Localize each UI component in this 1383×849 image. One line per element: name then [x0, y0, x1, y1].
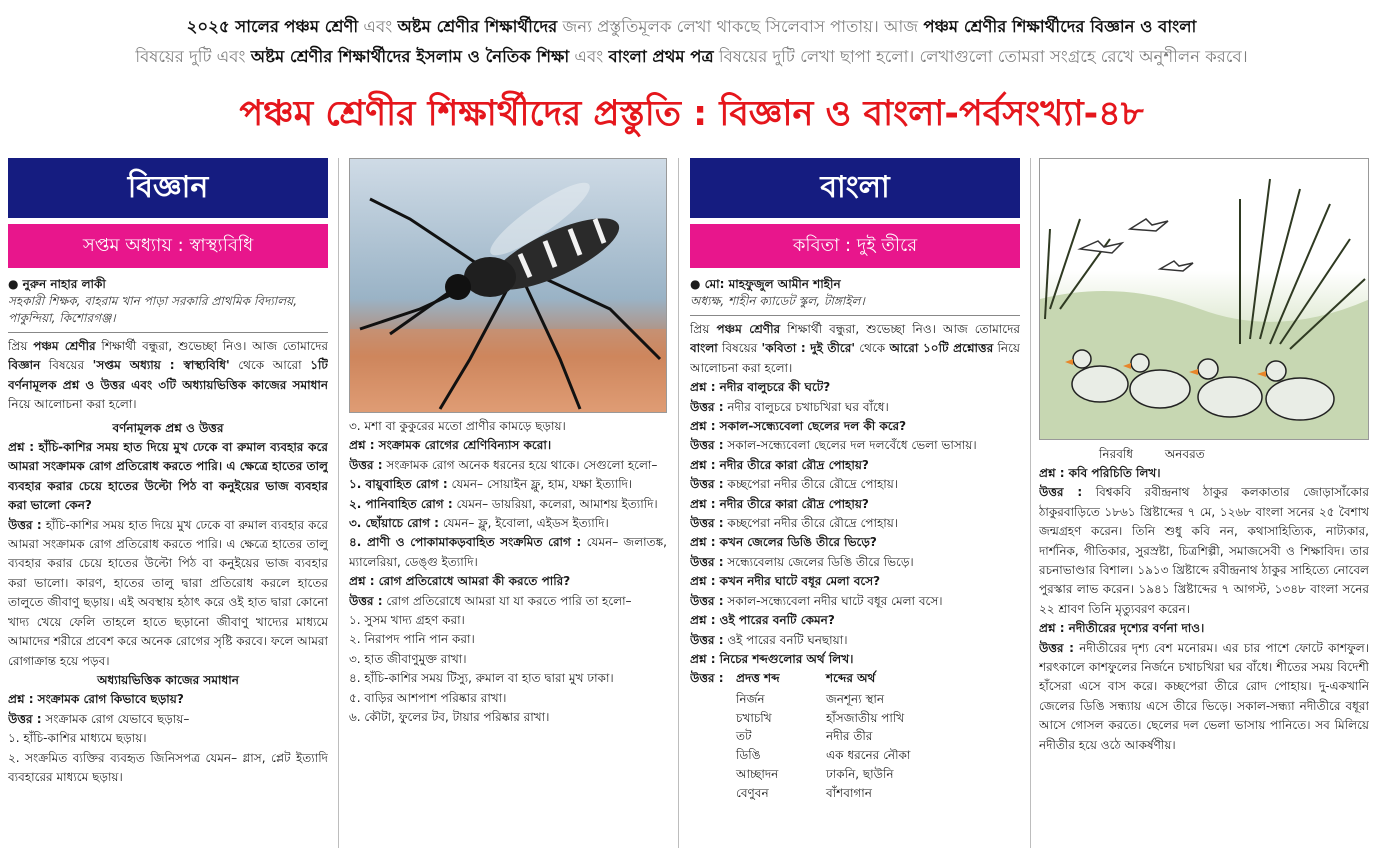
- category-label: ২. পানিবাহিত রোগ :: [349, 496, 453, 511]
- glossary-meaning: নদীর তীর: [826, 729, 873, 744]
- category-text: যেমন– জলাতঙ্ক, ম্যালেরিয়া, ডেঙ্গু ইত্যাদি।: [349, 535, 667, 569]
- science-chapter-banner: সপ্তম অধ্যায় : স্বাস্থ্যবিধি: [8, 224, 328, 268]
- list-item: ১. হাঁচি-কাশির মাধ্যমে ছড়ায়।: [8, 731, 147, 746]
- page-headline: পঞ্চম শ্রেণীর শিক্ষার্থীদের প্রস্তুতি : বিজ্ঞান ও বাংলা-পর্বসংখ্যা-৪৮: [239, 94, 1144, 134]
- text-run: শিক্ষার্থী বন্ধুরা, শুভেচ্ছা নিও। আজ তোমাদের: [101, 339, 328, 353]
- glossary-word: ডিঙি: [736, 748, 761, 763]
- question: [690, 378, 1020, 397]
- question-text: প্রশ্ন : নিচের শব্দগুলোর অর্থ লিখ।: [690, 651, 854, 666]
- glossary-table: [736, 690, 1020, 802]
- category-label: ৩. ছোঁয়াচে রোগ :: [349, 516, 439, 531]
- text-run: বিজ্ঞান: [8, 358, 41, 373]
- divider: [8, 332, 328, 333]
- intro-segment: বিষয়ের দুটি এবং: [135, 47, 246, 66]
- science-continued-column: [349, 158, 667, 848]
- answer-label: উত্তর :: [690, 399, 724, 414]
- answer-text: কচ্ছপেরা নদীর তীরে রৌদ্রে পোহায়।: [727, 477, 899, 492]
- bangla-continued-body: [1039, 464, 1369, 755]
- intro-segment: জন্য প্রস্তুতিমূলক লেখা থাকছে সিলেবাস পাতায়। আজ: [562, 17, 919, 36]
- answer: [690, 398, 1020, 417]
- question-text: প্রশ্ন : ওই পারের বনটি কেমন?: [690, 613, 835, 628]
- glossary-row: [736, 746, 1020, 765]
- answer-label: উত্তর :: [690, 477, 724, 492]
- text-run: শিক্ষার্থী বন্ধুরা, শুভেচ্ছা নিও। আজ তোমাদের: [787, 322, 1020, 336]
- intro-segment: পঞ্চম শ্রেণীর শিক্ষার্থীদের বিজ্ঞান ও বাংলা: [923, 17, 1197, 36]
- list-item: [349, 495, 667, 514]
- category-text: যেমন– ডায়রিয়া, কলেরা, আমাশয় ইত্যাদি।: [456, 496, 658, 511]
- list-item: ৫. বাড়ির আশপাশ পরিষ্কার রাখা।: [349, 690, 507, 705]
- answer: [1039, 639, 1369, 755]
- answer: [690, 592, 1020, 611]
- question: [349, 436, 667, 455]
- glossary-row: [736, 690, 1020, 709]
- question: [690, 417, 1020, 436]
- answer-text: ওই পারের বনটি ঘনছায়া।: [727, 632, 848, 647]
- caption-word: নিরবধি: [1099, 447, 1134, 461]
- answer-label: উত্তর :: [690, 554, 724, 569]
- question-text: প্রশ্ন : সংক্রামক রোগ কিভাবে ছড়ায়?: [8, 692, 184, 707]
- glossary-word: বেণুবন: [736, 785, 769, 800]
- question-text: প্রশ্ন : নদীর তীরে কারা রৌদ্র পোহায়?: [690, 496, 869, 511]
- answer: [8, 710, 328, 729]
- intro-segment: বিষয়ের দুটি লেখা ছাপা হলো। লেখাগুলো তোমরা সংগ্রহে রেখে অনুশীলন করবে।: [718, 47, 1248, 66]
- answer-text: সংক্রামক রোগ যেভাবে ছড়ায়–: [45, 711, 190, 726]
- answer-label: উত্তর :: [8, 711, 42, 726]
- text-run: প্রিয়: [690, 322, 710, 336]
- answer-label: উত্তর :: [1039, 640, 1074, 655]
- text-run: 'সপ্তম অধ্যায় : স্বাস্থ্যবিধি': [92, 358, 230, 373]
- answer-text: কচ্ছপেরা নদীর তীরে রৌদ্রে পোহায়।: [727, 516, 899, 531]
- bangla-body: [690, 320, 1020, 802]
- list-item: ২. সংক্রমিত ব্যক্তির ব্যবহৃত জিনিসপত্র যেমন– গ্লাস, প্লেট ইত্যাদি ব্যবহারের মাধ্যমে ছড়ায়।: [8, 750, 328, 784]
- column-divider: [1030, 158, 1031, 848]
- glossary-word: চখাচখি: [736, 710, 772, 725]
- text-run: নিয়ে আলোচনা করা হলো।: [8, 397, 137, 412]
- list-item: ৬. কৌটা, ফুলের টব, টায়ার পরিষ্কার রাখা।: [349, 710, 550, 725]
- question-label: প্রশ্ন :: [8, 440, 35, 455]
- answer-text: নদীর বালুচরে চখাচখিরা ঘর বাঁধে।: [727, 399, 889, 414]
- answer-label: উত্তর :: [690, 593, 724, 608]
- mosquito-illustration: [349, 158, 667, 413]
- question-text: প্রশ্ন : কখন নদীর ঘাটে বধূর মেলা বসে?: [690, 574, 881, 589]
- question-text: প্রশ্ন : সংক্রামক রোগের শ্রেণিবিন্যাস করো।: [349, 438, 552, 453]
- glossary-meaning: হাঁসজাতীয় পাখি: [826, 710, 905, 725]
- text-run: বিষয়ের: [48, 358, 85, 373]
- glossary-meaning: বাঁশবাগান: [826, 785, 872, 800]
- question: [690, 495, 1020, 514]
- answer: [690, 514, 1020, 533]
- author-affiliation: সহকারী শিক্ষক, বাহরাম খান পাড়া সরকারি প্রাথমিক বিদ্যালয়, পাকুন্দিয়া, কিশোরগঞ্জ।: [8, 294, 298, 325]
- question: [690, 572, 1020, 591]
- intro-segment: বাংলা প্রথম পত্র: [608, 47, 714, 66]
- text-run: প্রিয়: [8, 339, 28, 353]
- question-text: হাঁচি-কাশির সময় হাত দিয়ে মুখ ঢেকে বা রুমাল ব্যবহার করে আমরা সংক্রামক রোগ প্রতিরোধ করতে পারি। এ ক্ষেত্রে হাতের তালু ব্যবহার করার চেয়ে হাতের উল্টো পিঠ বা কনুইয়ের ভাজ ব্যবহার করা ভালো কেন?: [8, 440, 328, 513]
- question-text: প্রশ্ন : রোগ প্রতিরোধে আমরা কী করতে পারি?: [349, 574, 571, 589]
- glossary-row: [736, 709, 1020, 728]
- mosquito-icon: [350, 159, 667, 413]
- glossary-word: নির্জন: [736, 692, 765, 707]
- science-continued-body: [349, 417, 667, 728]
- answer-text: রোগ প্রতিরোধে আমরা যা যা করতে পারি তা হলো–: [386, 593, 632, 608]
- intro-line-1: [0, 12, 1383, 42]
- answer-label: উত্তর :: [349, 457, 383, 472]
- answer-label: উত্তর :: [349, 593, 383, 608]
- science-column: [8, 158, 328, 848]
- author-affiliation: অধ্যক্ষ, শাহীন ক্যাডেট স্কুল, টাঙ্গাইল।: [690, 294, 865, 308]
- answer-label: উত্তর :: [8, 517, 42, 532]
- intro-segment: এবং: [363, 17, 393, 36]
- river-bank-illustration: [1039, 158, 1369, 440]
- answer-text: সন্ধ্যেবেলায় জেলের ডিঙি তীরে ভিড়ে।: [727, 554, 914, 569]
- intro-paragraph: [8, 337, 328, 415]
- answer: [8, 516, 328, 671]
- glossary-row: [736, 727, 1020, 746]
- text-run: পঞ্চম শ্রেণীর: [33, 339, 96, 353]
- answer: [690, 436, 1020, 455]
- bangla-author-block: [690, 276, 1020, 310]
- category-label: ১. বায়ুবাহিত রোগ :: [349, 477, 448, 492]
- list-item: [349, 533, 667, 572]
- category-label: ৪. প্রাণী ও পোকামাকড়বাহিত সংক্রমিত রোগ :: [349, 535, 582, 550]
- list-item: ২. নিরাপদ পানি পান করা।: [349, 632, 475, 647]
- question: [1039, 619, 1369, 638]
- column-divider: [338, 158, 339, 848]
- caption-word: অনবরত: [1164, 447, 1205, 461]
- author-name: ● নুরুন নাহার লাকী: [8, 277, 106, 291]
- intro-text: [0, 12, 1383, 72]
- bangla-column: [690, 158, 1020, 848]
- answer-text: বিশ্বকবি রবীন্দ্রনাথ ঠাকুর কলকাতার জোড়াসাঁকোর ঠাকুরবাড়িতে ১৮৬১ খ্রিষ্টাব্দের ৭ মে, ১২৬৮ বাংলা সনের ২৫ বৈশাখ জন্মগ্রহণ করেন। তিনি শুধু কবি নন, কথাসাহিত্যিক, নাট্যকার, দার্শনিক, গীতিকার, সুরস্রষ্টা, চিত্রশিল্পী, সমাজসেবী ও শিক্ষাবিদ। তার রচনাভাণ্ডার বিশাল। ১৯১৩ খ্রিষ্টাব্দে রবীন্দ্রনাথ ঠাকুর সাহিত্যে নোবেল পুরস্কার লাভ করেন। ১৯৪১ খ্রিষ্টাব্দের ৭ আগস্ট, ১৩৪৮ বাংলা সনের ২২ শ্রাবণ তিনি মৃত্যুবরণ করেন।: [1039, 485, 1369, 616]
- question: [349, 572, 667, 591]
- question: [690, 650, 1020, 669]
- intro-segment: ২০২৫ সালের: [186, 17, 279, 36]
- section-heading: অধ্যায়ভিত্তিক কাজের সমাধান: [97, 672, 239, 687]
- list-item: ৩. হাত জীবাণুমুক্ত রাখা।: [349, 651, 467, 666]
- text-run: আরো ১০টি প্রশ্নোত্তর: [889, 341, 994, 356]
- ducks-river-icon: [1040, 159, 1369, 440]
- text-run: থেকে আরো: [238, 358, 302, 373]
- science-body: [8, 337, 328, 787]
- glossary-meaning: জনশূন্য স্থান: [826, 692, 885, 707]
- glossary-meaning: এক ধরনের নৌকা: [826, 748, 911, 763]
- answer-label: উত্তর :: [690, 632, 724, 647]
- category-text: যেমন– ফ্লু, ইবোলা, এইডস ইত্যাদি।: [442, 516, 609, 531]
- question-text: প্রশ্ন : কখন জেলের ডিঙি তীরে ভিড়ে?: [690, 535, 877, 550]
- question: [1039, 464, 1369, 483]
- answer: [690, 475, 1020, 494]
- science-subject-banner: বিজ্ঞান: [8, 158, 328, 218]
- intro-segment: পঞ্চম শ্রেণী: [284, 17, 359, 36]
- category-text: যেমন– সোয়াইন ফ্লু, হাম, যক্ষা ইত্যাদি।: [451, 477, 633, 492]
- glossary-head-word: প্রদত্ত শব্দ: [736, 671, 780, 686]
- answer-text: নদীতীরের দৃশ্য বেশ মনোরম। এর চার পাশে ফোটে কাশফুল। শরৎকালে কাশফুলের নির্জনে চখাচখিরা ঘর বাঁধে। শীতের সময় বিদেশী হাঁসেরা এসে বাস করে। কচ্ছপেরা তীরে রোদ পোহায়। দু-একখানি জেলের ডিঙি সন্ধ্যায় এসে তীরে ভিড়ে। সকাল-সন্ধ্যা নদীতীরে বধূরা আসে গোসল করতে। ছেলের দল ভেলা ভাসায় পানিতে। সব মিলিয়ে নদীতীর হয়ে ওঠে আকর্ষণীয়।: [1039, 640, 1369, 752]
- text-run: 'কবিতা : দুই তীরে': [761, 341, 856, 356]
- author-name: ● মো: মাহফুজুল আমীন শাহীন: [690, 277, 841, 291]
- bangla-continued-column: [1039, 158, 1369, 848]
- text-run: পঞ্চম শ্রেণীর: [716, 322, 781, 336]
- glossary-word: তট: [736, 729, 752, 744]
- question: [690, 456, 1020, 475]
- intro-segment: এবং: [574, 47, 604, 66]
- answer-text: সংক্রামক রোগ অনেক ধরনের হয়ে থাকে। সেগুলো হলো–: [386, 457, 658, 472]
- intro-segment: অষ্টম শ্রেণীর শিক্ষার্থীদের: [397, 17, 558, 36]
- answer-label: উত্তর :: [690, 671, 724, 686]
- text-run: থেকে: [859, 341, 886, 356]
- glossary-meaning: ঢাকনি, ছাউনি: [826, 766, 894, 781]
- list-item: ৪. হাঁচি-কাশির সময় টিস্যু, রুমাল বা হাত দ্বারা মুখ ঢাকা।: [349, 671, 614, 686]
- question-text: প্রশ্ন : কবি পরিচিতি লিখ।: [1039, 466, 1161, 480]
- glossary-row: [736, 765, 1020, 784]
- question: [8, 438, 328, 516]
- answer-label: উত্তর :: [690, 516, 724, 531]
- answer: [349, 592, 667, 611]
- intro-paragraph: [690, 320, 1020, 378]
- glossary-header: [690, 669, 1020, 688]
- intro-line-2: [0, 42, 1383, 72]
- text-run: বাংলা: [690, 341, 718, 356]
- glossary-word: আচ্ছাদন: [736, 766, 779, 781]
- answer-label: উত্তর :: [690, 438, 724, 453]
- text-run: বিষয়ের: [722, 341, 758, 356]
- text-run: ১টি বর্ণনামূলক প্রশ্ন ও উত্তর এবং ৩টি অধ্যায়ভিত্তিক কাজের সমাধান: [8, 358, 328, 392]
- question-text: প্রশ্ন : নদীর বালুচরে কী ঘটে?: [690, 380, 831, 395]
- question: [690, 533, 1020, 552]
- bangla-subject-banner: বাংলা: [690, 158, 1020, 218]
- intro-segment: অষ্টম শ্রেণীর শিক্ষার্থীদের ইসলাম ও নৈতিক শিক্ষা: [250, 47, 570, 66]
- question: [690, 611, 1020, 630]
- answer: [690, 631, 1020, 650]
- list-item: ১. সুসম খাদ্য গ্রহণ করা।: [349, 613, 465, 628]
- list-item: [349, 514, 667, 533]
- list-item: ৩. মশা বা কুকুরের মতো প্রাণীর কামড়ে ছড়ায়।: [349, 419, 566, 433]
- answer-text: সকাল-সন্ধ্যেবেলা ছেলের দল দলবেঁধে ভেলা ভাসায়।: [727, 438, 977, 453]
- bangla-chapter-banner: কবিতা : দুই তীরে: [690, 224, 1020, 268]
- glossary-head-meaning: শব্দের অর্থ: [826, 671, 876, 686]
- science-author-block: [8, 276, 328, 327]
- answer-text: সকাল-সন্ধ্যেবেলা নদীর ঘাটে বধূর মেলা বসে।: [727, 593, 943, 608]
- answer-label: উত্তর :: [1039, 485, 1083, 500]
- question-text: প্রশ্ন : নদীর তীরে কারা রৌদ্র পোহায়?: [690, 457, 869, 472]
- question-text: প্রশ্ন : সকাল-সন্ধ্যেবেলা ছেলের দল কী করে?: [690, 419, 907, 434]
- question: [8, 690, 328, 709]
- section-heading: বর্ণনামূলক প্রশ্ন ও উত্তর: [112, 420, 224, 435]
- column-divider: [678, 158, 679, 848]
- glossary-row: [736, 784, 1020, 803]
- text-run: নিয়ে আলোচনা করা হলো।: [690, 341, 1020, 375]
- answer: [690, 553, 1020, 572]
- answer-text: হাঁচি-কাশির সময় হাত দিয়ে মুখ ঢেকে বা রুমাল ব্যবহার করে আমরা সংক্রামক রোগ প্রতিরোধ করতে পারি। এ ক্ষেত্রে হাতের তালু ব্যবহার করার চেয়ে হাতের উল্টো পিঠ বা কনুইয়ের ভাজ ব্যবহার করা ভালো। কারণ, হাতের তালু দ্বারা প্রতিরোধ করলে হাতের তালুতে জীবাণু ছড়ায়। এই অবস্থায় হঠাৎ করে ওই হাত দ্বারা কোনো খাদ্য খেয়ে ফেলি তাহলে হাতে ছড়ানো জীবাণু খাদ্যের মাধ্যমে আমাদের শরীরে প্রবেশ করে অনেক রোগের সৃষ্টি করবে। ফলে আমরা রোগাক্রান্ত হয়ে পড়ব।: [8, 517, 328, 668]
- divider: [690, 315, 1020, 316]
- image-captions: [1039, 444, 1369, 464]
- answer: [1039, 483, 1369, 619]
- answer: [349, 456, 667, 475]
- list-item: [349, 475, 667, 494]
- question-text: প্রশ্ন : নদীতীরের দৃশ্যের বর্ণনা দাও।: [1039, 621, 1205, 636]
